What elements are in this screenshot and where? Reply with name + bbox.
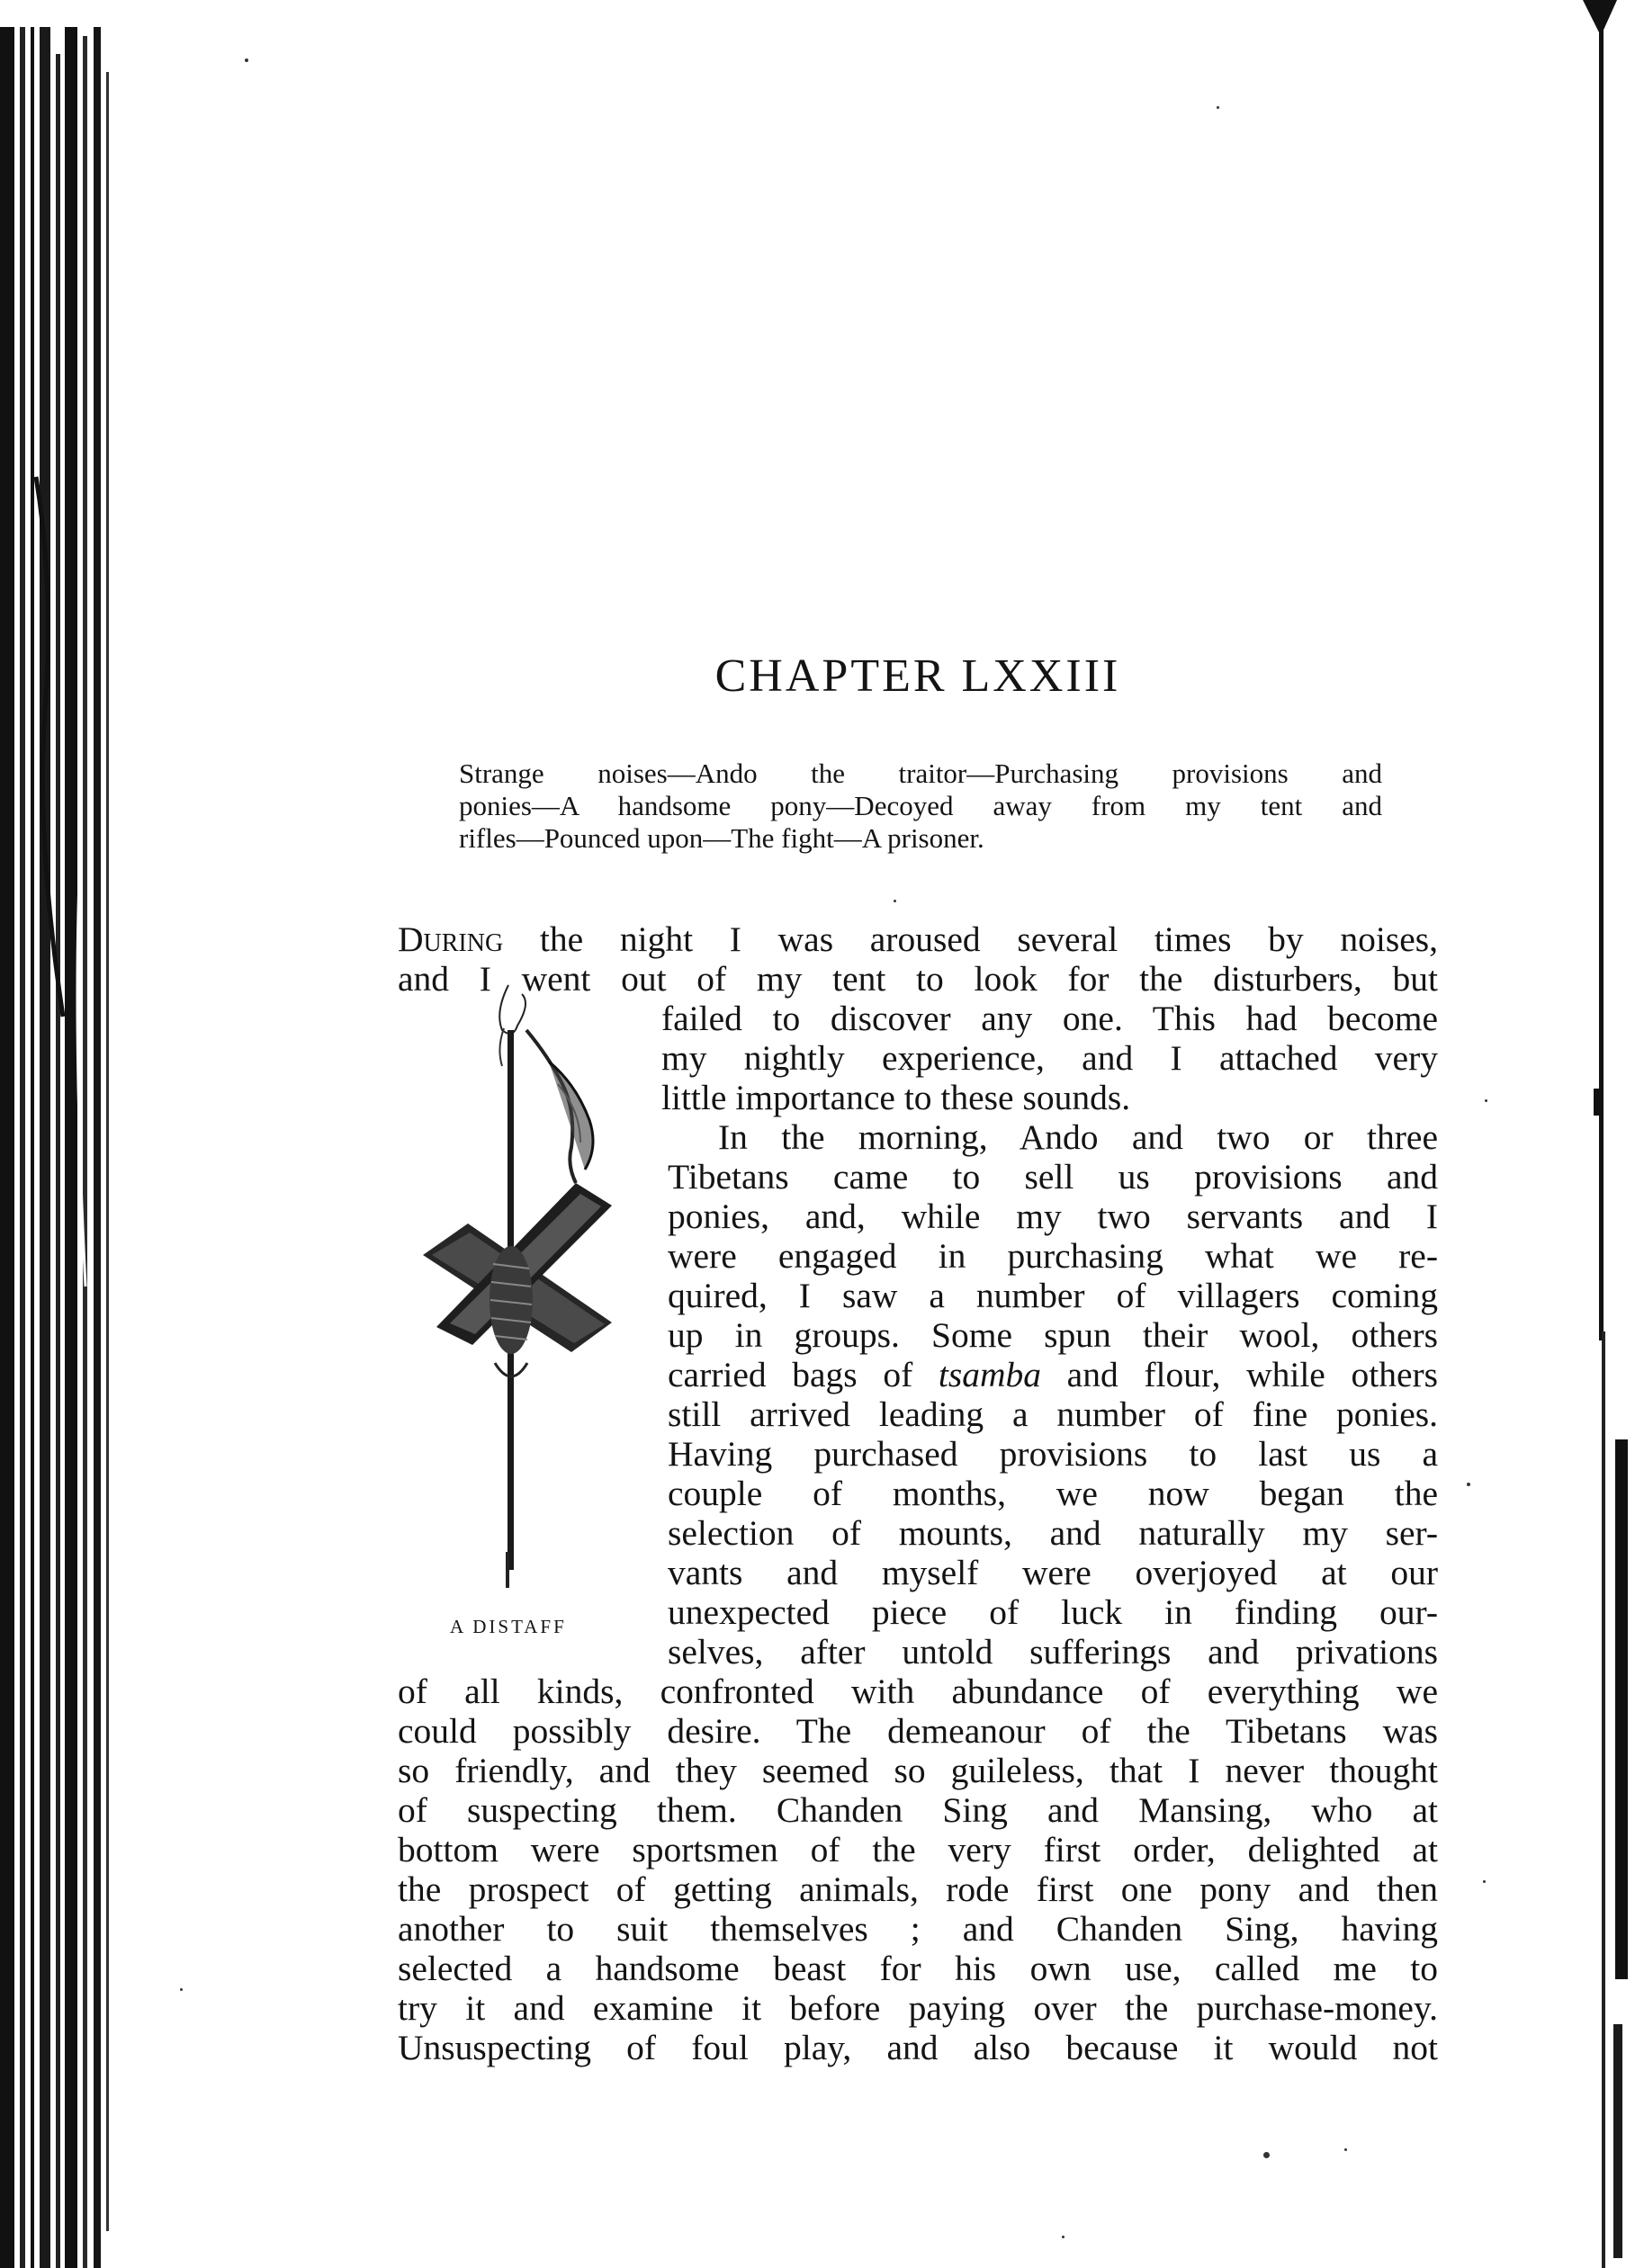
- scan-speck: [245, 58, 248, 62]
- italic-word: tsamba: [938, 1355, 1042, 1394]
- body-line: still arrived leading a number of fine ponies.: [668, 1394, 1438, 1434]
- body-line: [668, 1355, 1438, 1394]
- body-line: of all kinds, confronted with abundance of everything we: [398, 1672, 1438, 1711]
- body-line: [398, 919, 1438, 959]
- scan-speck: [894, 900, 896, 902]
- scan-speck: [1483, 1880, 1486, 1883]
- scan-speck: [1263, 2152, 1270, 2158]
- body-line: up in groups. Some spun their wool, others: [668, 1315, 1438, 1355]
- body-line: bottom were sportsmen of the very first order, delighted at: [398, 1830, 1438, 1869]
- body-line: Tibetans came to sell us provisions and: [668, 1157, 1438, 1197]
- body-line: selection of mounts, and naturally my ser-: [668, 1513, 1438, 1553]
- body-line: my nightly experience, and I attached very: [661, 1038, 1438, 1078]
- distaff-illustration: [396, 976, 657, 1606]
- body-line: Having purchased provisions to last us a: [668, 1434, 1438, 1474]
- body-line: were engaged in purchasing what we re-: [668, 1236, 1438, 1276]
- body-line: the prospect of getting animals, rode first one pony and then: [398, 1869, 1438, 1909]
- body-line: another to suit themselves ; and Chanden Sing, having: [398, 1909, 1438, 1949]
- body-line-text: the night I was aroused several times by noises,: [503, 919, 1438, 959]
- body-line-text: and flour, while others: [1041, 1355, 1439, 1394]
- body-line: vants and myself were overjoyed at our: [668, 1553, 1438, 1592]
- scan-speck: [1467, 1483, 1470, 1486]
- body-line: so friendly, and they seemed so guileless, that I never thought: [398, 1751, 1438, 1790]
- body-line: of suspecting them. Chanden Sing and Mansing, who at: [398, 1790, 1438, 1830]
- scan-edge-left: [0, 27, 117, 2268]
- body-line: selected a handsome beast for his own use, called me to: [398, 1949, 1438, 1988]
- figure-caption: A DISTAFF: [450, 1616, 567, 1637]
- body-line: Unsuspecting of foul play, and also because it would not: [398, 2028, 1438, 2067]
- body-line: quired, I saw a number of villagers coming: [668, 1276, 1438, 1315]
- summary-line: ponies—A handsome pony—Decoyed away from my tent and: [459, 790, 1382, 821]
- scan-edge-right: [1581, 0, 1635, 2268]
- body-line: and I went out of my tent to look for the disturbers, but: [398, 959, 1438, 999]
- scan-speck: [1344, 2148, 1347, 2151]
- summary-line: Strange noises—Ando the traitor—Purchasing provisions and: [459, 757, 1382, 789]
- chapter-title: CHAPTER LXXIII: [714, 650, 1121, 702]
- body-line: try it and examine it before paying over the purchase-money.: [398, 1988, 1438, 2028]
- scan-speck: [1485, 1099, 1487, 1102]
- scan-speck: [180, 1988, 183, 1991]
- body-line-text: carried bags of: [668, 1355, 939, 1394]
- scan-speck: [1062, 2236, 1065, 2238]
- body-line: selves, after untold sufferings and privations: [668, 1632, 1438, 1672]
- chapter-summary: [459, 757, 1382, 855]
- body-line: failed to discover any one. This had become: [661, 999, 1438, 1038]
- body-line: In the morning, Ando and two or three: [718, 1117, 1438, 1157]
- summary-line: rifles—Pounced upon—The fight—A prisoner.: [459, 822, 984, 854]
- opening-word: During: [398, 919, 504, 959]
- body-line: could possibly desire. The demeanour of the Tibetans was: [398, 1711, 1438, 1751]
- body-line: little importance to these sounds.: [661, 1078, 1131, 1117]
- body-line: ponies, and, while my two servants and I: [668, 1197, 1438, 1236]
- body-line: unexpected piece of luck in finding our-: [668, 1592, 1438, 1632]
- body-line: couple of months, we now began the: [668, 1474, 1438, 1513]
- scan-speck: [1217, 106, 1219, 109]
